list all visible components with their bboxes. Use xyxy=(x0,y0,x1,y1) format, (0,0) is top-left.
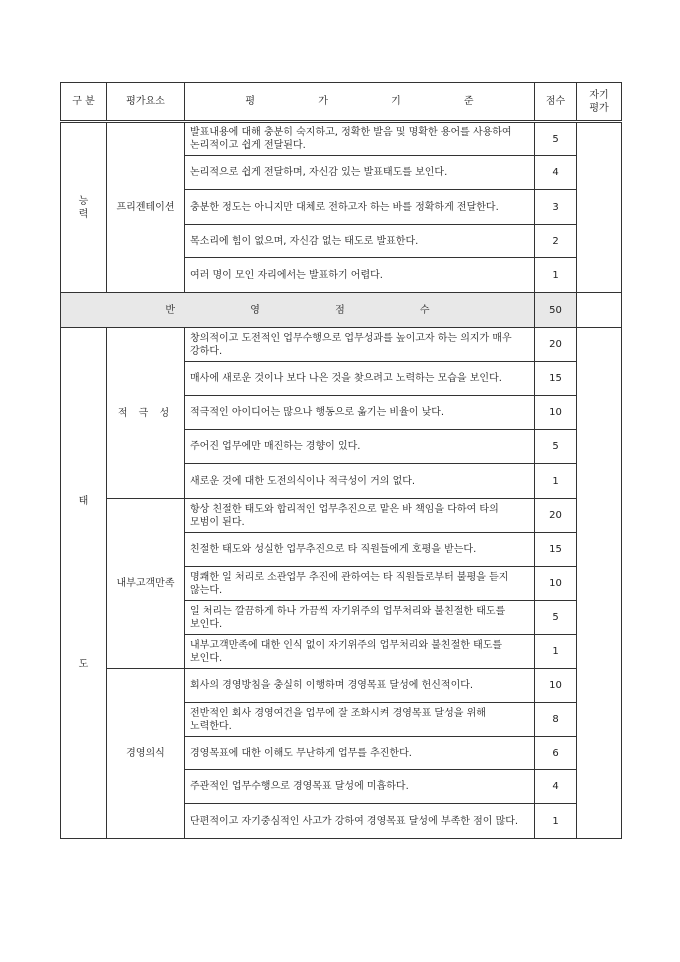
criterion-text: 단편적이고 자기중심적인 사고가 강하여 경영목표 달성에 부족한 점이 많다. xyxy=(185,804,535,839)
element-proactiveness: 적 극 성 xyxy=(107,328,185,499)
self-eval-cell[interactable] xyxy=(577,328,622,839)
category-attitude-line1: 태 xyxy=(78,496,89,507)
header-category: 구 분 xyxy=(61,83,107,122)
criterion-text: 창의적이고 도전적인 업무수행으로 업무성과를 높이고자 하는 의지가 매우 강하다. xyxy=(185,328,535,362)
score-value: 1 xyxy=(535,635,577,669)
header-score: 점수 xyxy=(535,83,577,122)
category-ability-line2: 력 xyxy=(78,208,89,220)
self-eval-cell[interactable] xyxy=(577,293,622,328)
criterion-text: 충분한 정도는 아니지만 대체로 전하고자 하는 바를 정확하게 전달한다. xyxy=(185,190,535,225)
header-element: 평가요소 xyxy=(107,83,185,122)
criterion-text: 일 처리는 깔끔하게 하나 가끔씩 자기위주의 업무처리와 불친절한 태도를 보인다. xyxy=(185,601,535,635)
score-value: 2 xyxy=(535,225,577,258)
element-management-awareness: 경영의식 xyxy=(107,669,185,839)
category-attitude-line2: 도 xyxy=(78,659,89,670)
category-ability-line1: 능 xyxy=(78,195,89,207)
criterion-text: 목소리에 힘이 없으며, 자신감 없는 태도로 발표한다. xyxy=(185,225,535,258)
category-ability xyxy=(61,122,107,293)
score-value: 3 xyxy=(535,190,577,225)
header-criteria: 평 가 기 준 xyxy=(185,83,535,122)
score-value: 4 xyxy=(535,156,577,190)
score-value: 10 xyxy=(535,567,577,601)
score-value: 1 xyxy=(535,804,577,839)
criterion-text: 내부고객만족에 대한 인식 없이 자기위주의 업무처리와 불친절한 태도를 보인다. xyxy=(185,635,535,669)
header-self-eval-line1: 자기 xyxy=(589,89,609,101)
self-eval-cell[interactable] xyxy=(577,122,622,293)
criterion-text: 항상 친절한 태도와 합리적인 업무추진으로 맡은 바 책임을 다하여 타의 모범이 된다. xyxy=(185,499,535,533)
table-row xyxy=(61,328,622,362)
criterion-text: 회사의 경영방침을 충실히 이행하며 경영목표 달성에 헌신적이다. xyxy=(185,669,535,703)
criterion-text: 친절한 태도와 성실한 업무추진으로 타 직원들에게 호평을 받는다. xyxy=(185,533,535,567)
evaluation-table xyxy=(60,82,622,839)
score-value: 20 xyxy=(535,499,577,533)
criterion-text: 적극적인 아이디어는 많으나 행동으로 옮기는 비율이 낮다. xyxy=(185,396,535,430)
score-value: 15 xyxy=(535,362,577,396)
reflection-score: 50 xyxy=(535,293,577,328)
criterion-text: 경영목표에 대한 이해도 무난하게 업무를 추진한다. xyxy=(185,737,535,770)
criterion-text: 새로운 것에 대한 도전의식이나 적극성이 거의 없다. xyxy=(185,464,535,499)
score-value: 15 xyxy=(535,533,577,567)
score-value: 8 xyxy=(535,703,577,737)
score-value: 5 xyxy=(535,122,577,156)
criterion-text: 매사에 새로운 것이나 보다 나은 것을 찾으려고 노력하는 모습을 보인다. xyxy=(185,362,535,396)
table-row xyxy=(61,499,622,533)
score-value: 6 xyxy=(535,737,577,770)
element-internal-customer: 내부고객만족 xyxy=(107,499,185,669)
score-value: 10 xyxy=(535,396,577,430)
score-value: 10 xyxy=(535,669,577,703)
criterion-text: 여러 명이 모인 자리에서는 발표하기 어렵다. xyxy=(185,258,535,293)
header-self-eval-line2: 평가 xyxy=(589,102,609,114)
table-row xyxy=(61,122,622,156)
category-attitude xyxy=(61,328,107,839)
criterion-text: 주어진 업무에만 매진하는 경향이 있다. xyxy=(185,430,535,464)
criterion-text: 전반적인 회사 경영여건을 업무에 잘 조화시켜 경영목표 달성을 위해 노력한다. xyxy=(185,703,535,737)
score-value: 1 xyxy=(535,464,577,499)
criterion-text: 논리적으로 쉽게 전달하며, 자신감 있는 발표태도를 보인다. xyxy=(185,156,535,190)
criterion-text: 발표내용에 대해 충분히 숙지하고, 정확한 발음 및 명확한 용어를 사용하여 논리적이고 쉽게 전달된다. xyxy=(185,122,535,156)
reflection-label: 반 영 점 수 xyxy=(61,293,535,328)
table-row xyxy=(61,669,622,703)
criterion-text: 주관적인 업무수행으로 경영목표 달성에 미흡하다. xyxy=(185,770,535,804)
score-value: 5 xyxy=(535,601,577,635)
score-value: 20 xyxy=(535,328,577,362)
header-row xyxy=(61,83,622,122)
header-self-eval xyxy=(577,83,622,122)
score-value: 5 xyxy=(535,430,577,464)
reflection-row xyxy=(61,293,622,328)
score-value: 1 xyxy=(535,258,577,293)
element-presentation: 프리젠테이션 xyxy=(107,122,185,293)
criterion-text: 명쾌한 일 처리로 소관업무 추진에 관하여는 타 직원들로부터 불평을 듣지 않는다. xyxy=(185,567,535,601)
score-value: 4 xyxy=(535,770,577,804)
